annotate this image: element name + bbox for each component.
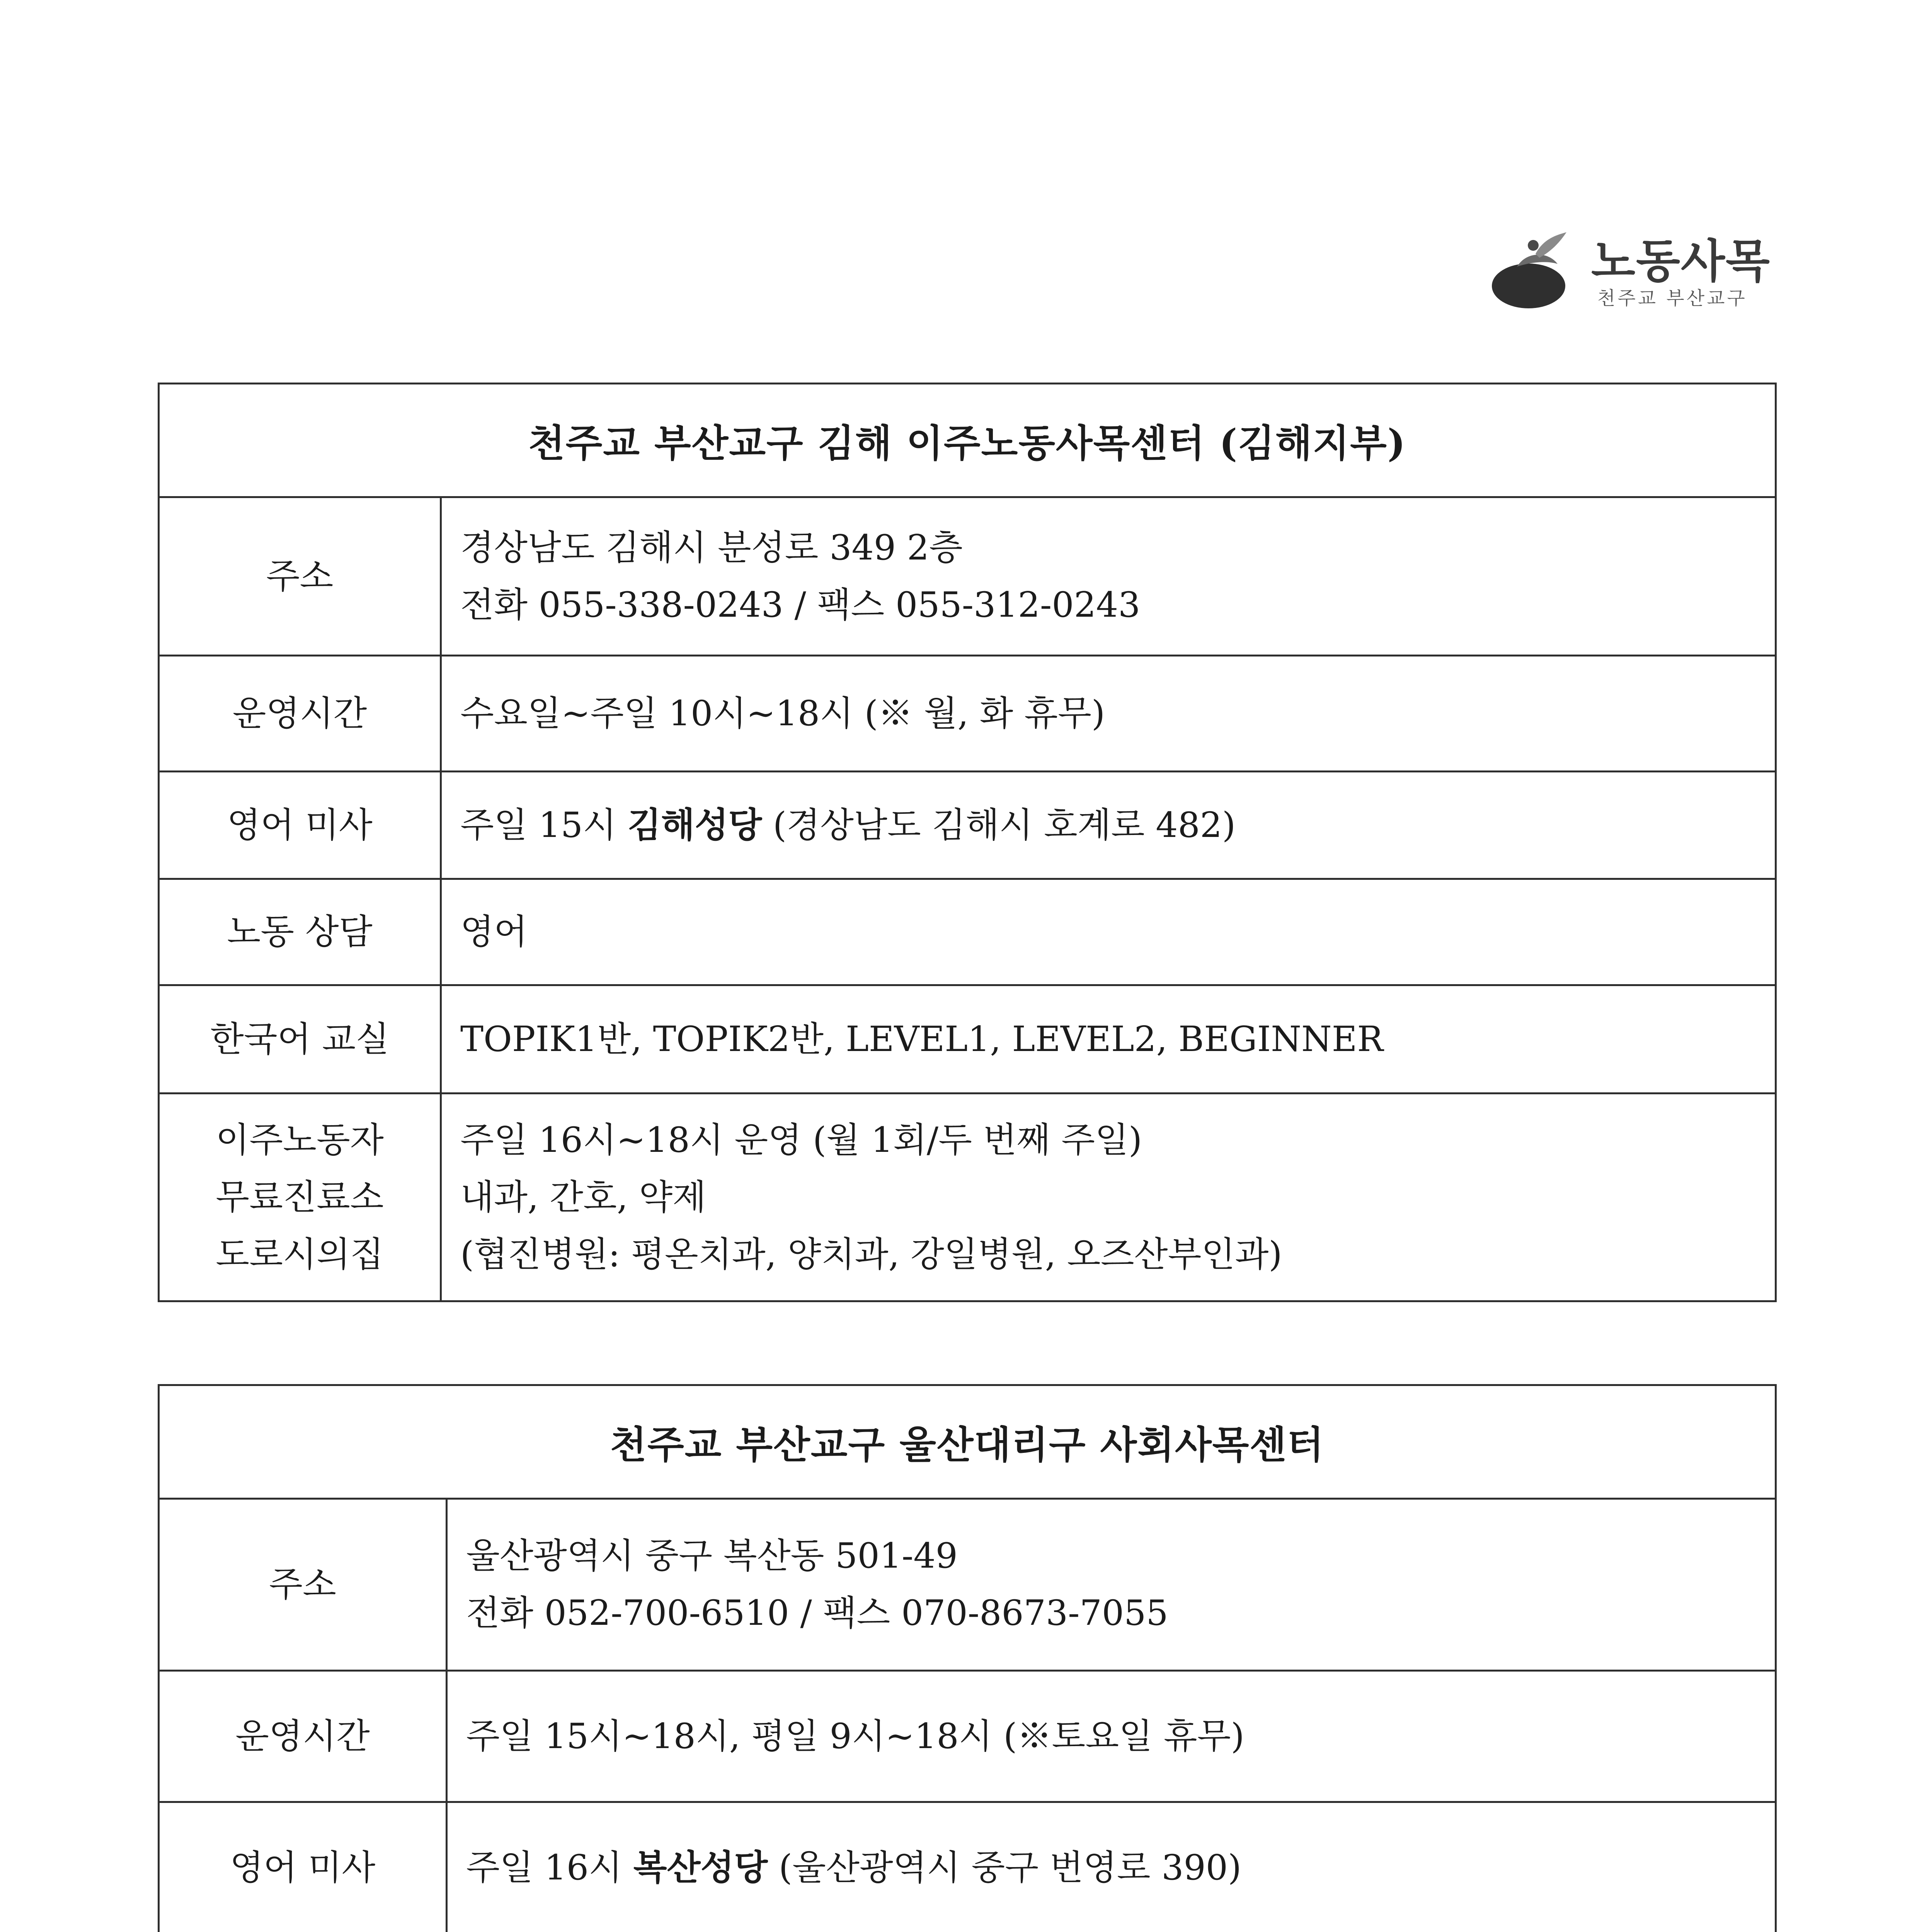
mass-label: 영어 미사 — [159, 1802, 447, 1932]
clinic-value-line: (협진병원: 평온치과, 양치과, 강일병원, 오즈산부인과) — [460, 1234, 1282, 1275]
mass-church: 복산성당 — [633, 1847, 768, 1888]
counsel-label: 노동 상담 — [159, 879, 441, 985]
address-line: 울산광역시 중구 복산동 501-49 — [466, 1536, 958, 1576]
mass-time: 주일 16시 — [466, 1847, 633, 1888]
ulsan-center-table — [158, 1384, 1777, 1932]
mass-label: 영어 미사 — [159, 772, 441, 879]
phone-fax-line: 전화 055-338-0243 / 팩스 055-312-0243 — [460, 584, 1141, 625]
mass-church: 김해성당 — [627, 804, 762, 845]
mass-location: (경상남도 김해시 호계로 482) — [762, 805, 1236, 845]
korean-class-value: TOPIK1반, TOPIK2반, LEVEL1, LEVEL2, BEGINNER — [441, 985, 1776, 1094]
clinic-value-line: 내과, 간호, 약제 — [460, 1177, 707, 1218]
korean-class-label: 한국어 교실 — [159, 985, 441, 1094]
hours-label: 운영시간 — [159, 1671, 447, 1802]
address-label: 주소 — [159, 497, 441, 656]
hours-value: 수요일~주일 10시~18시 (※ 월, 화 휴무) — [441, 656, 1776, 772]
logo — [1490, 222, 1771, 323]
laborer-pastoral-logo-icon — [1490, 230, 1583, 315]
logo-title: 노동사목 — [1591, 235, 1771, 288]
mass-location: (울산광역시 중구 번영로 390) — [768, 1847, 1242, 1888]
counsel-value: 영어 — [441, 879, 1776, 985]
hours-label: 운영시간 — [159, 656, 441, 772]
clinic-value — [441, 1094, 1776, 1301]
ulsan-center-title: 천주교 부산교구 울산대리구 사회사목센터 — [159, 1385, 1776, 1499]
clinic-label-line: 이주노동자 — [216, 1119, 384, 1160]
clinic-label-line: 무료진료소 — [216, 1177, 384, 1218]
address-line: 경상남도 김해시 분성로 349 2층 — [460, 527, 963, 568]
clinic-label-line: 도로시의집 — [216, 1234, 384, 1275]
address-label: 주소 — [159, 1499, 447, 1671]
hours-value: 주일 15시~18시, 평일 9시~18시 (※토요일 휴무) — [447, 1671, 1776, 1802]
phone-fax-line: 전화 052-700-6510 / 팩스 070-8673-7055 — [466, 1593, 1168, 1633]
clinic-value-line: 주일 16시~18시 운영 (월 1회/두 번째 주일) — [460, 1119, 1142, 1160]
address-value — [447, 1499, 1776, 1671]
gimhae-center-title: 천주교 부산교구 김해 이주노동사목센터 (김해지부) — [159, 384, 1776, 497]
mass-value — [441, 772, 1776, 879]
mass-value — [447, 1802, 1776, 1932]
address-value — [441, 497, 1776, 656]
mass-time: 주일 15시 — [460, 805, 628, 845]
clinic-label — [159, 1094, 441, 1301]
logo-subtitle: 천주교 부산교구 — [1597, 287, 1747, 309]
gimhae-center-table — [158, 383, 1777, 1302]
